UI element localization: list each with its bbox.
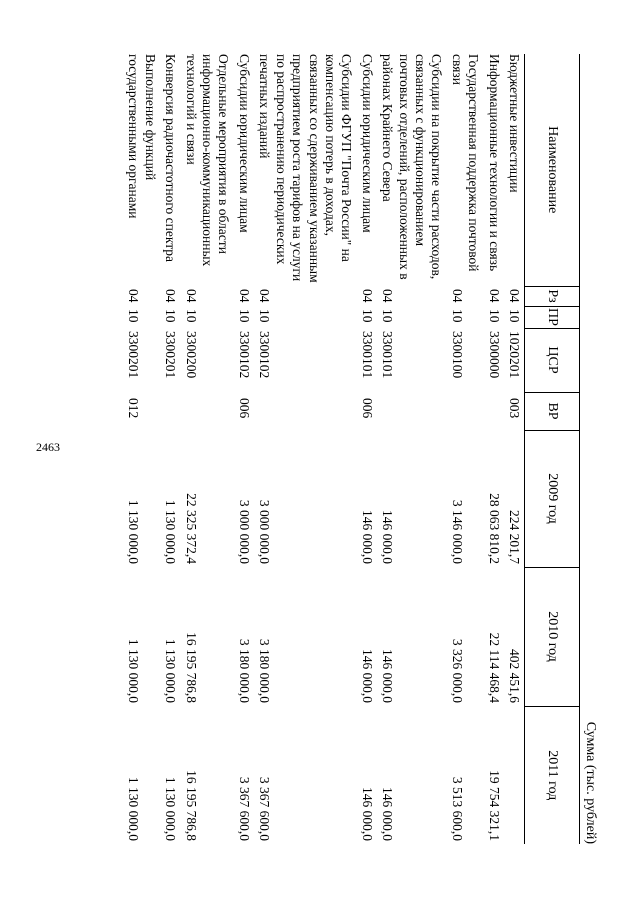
row-name: Субсидии ФГУП "Почта России" на компенсацию потерь в доходах, связанных со сдерживанием указанным предприятием роста тарифов на услуги по распространению периодических печатных изданий [257,54,355,283]
table-row [504,54,525,844]
row-value-2010: 3 180 000,0 [257,638,273,703]
table-row [160,54,180,844]
row-value-2009: 22 325 372,4 [183,493,199,564]
row-name: Выполнение функций государственными органами [126,54,158,219]
row-value-2009: 146 000,0 [380,510,396,564]
header-csr: ЦСР [525,328,580,392]
row-value-2009: 3 146 000,0 [449,499,465,564]
row-value-2010: 146 000,0 [359,649,375,703]
table-row [254,54,356,844]
row-pr: 10 [380,309,396,323]
row-name: Конверсия радиочастотного спектра [163,54,179,263]
row-value-2010: 22 114 468,4 [486,632,502,703]
table-row [483,54,503,844]
rotated-table-page [126,54,600,844]
row-vr [254,392,356,430]
row-value-2011: 1 130 000,0 [163,776,179,841]
row-csr: 3300100 [449,331,465,379]
row-rz: 04 [507,289,522,303]
row-value-2010: 1 130 000,0 [126,638,142,703]
row-pr: 10 [183,309,199,323]
row-rz: 04 [380,289,396,303]
row-pr: 10 [507,309,522,323]
row-rz: 04 [257,289,273,303]
row-pr: 10 [257,309,273,323]
row-rz: 04 [486,289,502,303]
row-pr: 10 [449,309,465,323]
row-value-2011: 16 195 786,8 [183,770,199,841]
row-value-2009: 3 000 000,0 [236,499,252,564]
row-value-2011: 146 000,0 [380,787,396,841]
row-csr: 3300201 [163,331,179,379]
row-pr: 10 [126,309,142,323]
row-value-2009: 1 130 000,0 [126,499,142,564]
table-body [123,54,524,844]
row-rz: 04 [236,289,252,303]
header-2010: 2010 год [525,567,580,706]
row-vr [160,392,180,430]
row-vr: 006 [236,398,252,419]
row-pr: 10 [236,309,252,323]
row-rz: 04 [449,289,465,303]
row-csr: 1020201 [507,331,522,379]
row-value-2010: 1 130 000,0 [163,638,179,703]
row-value-2010: 3 180 000,0 [236,638,252,703]
row-name: Государственная поддержка почтовой связи [449,54,482,272]
row-value-2009: 224 201,7 [507,510,522,564]
row-vr: 006 [359,398,375,419]
row-value-2011: 1 130 000,0 [126,776,142,841]
row-csr: 3300102 [257,331,273,379]
row-name: Бюджетные инвестиции [507,54,522,193]
row-value-2011: 3 367 600,0 [236,776,252,841]
row-csr: 3300101 [359,331,375,379]
row-value-2009: 28 063 810,2 [486,493,502,564]
row-value-2010: 146 000,0 [380,649,396,703]
row-csr: 3300200 [183,331,199,379]
page-number: 2463 [36,440,60,454]
table-row [446,54,483,844]
row-vr [446,392,483,430]
row-value-2011: 19 754 321,1 [486,770,502,841]
row-value-2011: 3 367 600,0 [257,776,273,841]
row-value-2010: 402 451,6 [507,649,522,703]
row-vr [377,392,447,430]
row-csr: 3300201 [126,331,142,379]
row-csr: 3300101 [380,331,396,379]
table-header-row [525,54,580,844]
row-csr: 3300000 [486,331,502,379]
table-row [180,54,233,844]
header-vr: ВР [525,392,580,430]
header-2011: 2011 год [525,706,580,844]
row-name: Субсидии на покрытие части расходов, связанных с функционированием почтовых отделений, расположенных в районах Крайнего Севера [380,54,445,280]
table-row [234,54,254,844]
header-rz: Рз [525,286,580,306]
row-pr: 10 [486,309,502,323]
row-vr: 003 [507,398,522,419]
header-pr: ПР [525,306,580,328]
row-name: Субсидии юридическим лицам [236,54,252,233]
row-pr: 10 [359,309,375,323]
row-pr: 10 [163,309,179,323]
row-value-2009: 146 000,0 [359,510,375,564]
row-rz: 04 [359,289,375,303]
unit-note: Сумма (тыс. рублей) [583,721,598,844]
row-rz: 04 [183,289,199,303]
header-2009: 2009 год [525,430,580,567]
row-vr: 012 [126,398,142,419]
row-name: Отдельные мероприятия в области информационно-коммуникационных технологий и связи [183,54,232,267]
row-value-2011: 146 000,0 [359,787,375,841]
row-csr: 3300102 [236,331,252,379]
table-row [123,54,160,844]
row-rz: 04 [163,289,179,303]
header-name: Наименование [525,54,580,286]
row-value-2009: 1 130 000,0 [163,499,179,564]
table-row [356,54,376,844]
table-row [377,54,447,844]
row-vr [483,392,503,430]
row-value-2011 [504,706,525,844]
row-name: Информационные технологии и связь [486,54,502,272]
row-value-2011: 3 513 600,0 [449,776,465,841]
row-value-2009: 3 000 000,0 [257,499,273,564]
row-rz: 04 [126,289,142,303]
row-vr [180,392,233,430]
budget-table [123,54,580,844]
row-name: Субсидии юридическим лицам [359,54,375,233]
row-value-2010: 16 195 786,8 [183,632,199,703]
row-value-2010: 3 326 000,0 [449,638,465,703]
